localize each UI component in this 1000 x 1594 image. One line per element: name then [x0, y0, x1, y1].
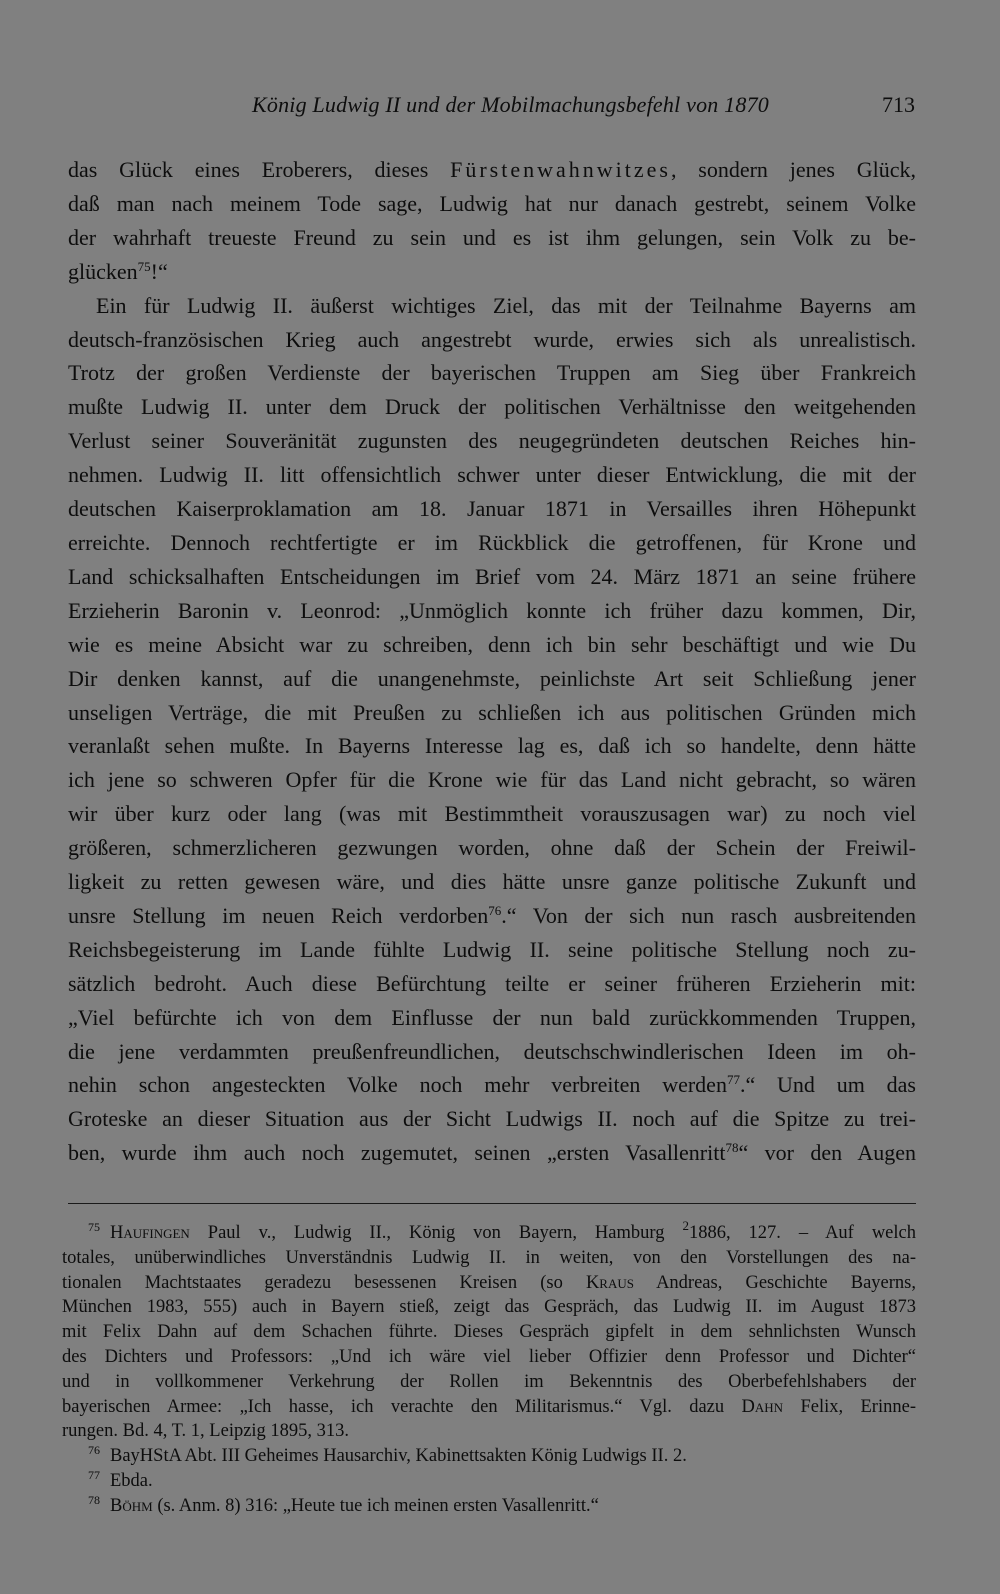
running-header — [0, 92, 1000, 126]
text-line: nehin schon angesteckten Volke noch mehr verbreiten werden$^{77}$.“ Und um das — [68, 1072, 916, 1098]
footnote-line: mit Felix Dahn auf dem Schachen führte. Dieses Gespräch gipfelt in dem sehnlichsten Wunsch — [62, 1322, 916, 1343]
text-line: Ein für Ludwig II. äußerst wichtiges Ziel, das mit der Teilnahme Bayerns am — [96, 292, 916, 318]
text-line: Reichsbegeisterung im Lande fühlte Ludwig II. seine politische Stellung noch zu- — [68, 936, 916, 962]
running-title: König Ludwig II und der Mobilmachungsbefehl von 1870 — [252, 92, 769, 117]
text-line: unsre Stellung im neuen Reich verdorben$^{76}$.“ Von der sich nun rasch ausbreitenden — [68, 902, 916, 928]
footnote-ref: 78 — [725, 1140, 739, 1156]
text-line: die jene verdammten preußenfreundlichen, deutschschwindlerischen Ideen im oh- — [68, 1038, 916, 1064]
text-line: ligkeit zu retten gewesen wäre, und dies hätte unsre ganze politische Zukunft und — [68, 869, 916, 895]
text-line: Land schicksalhaften Entscheidungen im Brief vom 24. März 1871 an seine frühere — [68, 563, 916, 589]
text-line: Trotz der großen Verdienste der bayerischen Truppen am Sieg über Frankreich — [68, 360, 916, 386]
text-line: Dir denken kannst, auf die unangenehmste, peinlichste Art seit Schließung jener — [68, 665, 916, 691]
text-line: wie es meine Absicht war zu schreiben, denn ich bin sehr beschäftigt und wie Du — [68, 631, 916, 657]
text-line: Erzieherin Baronin v. Leonrod: „Unmöglich konnte ich früher dazu kommen, Dir, — [68, 597, 916, 623]
spaced-emphasis: Fürstenwahnwitzes — [450, 157, 671, 182]
text-line: deutschen Kaiserproklamation am 18. Januar 1871 in Versailles ihren Höhepunkt — [68, 496, 916, 522]
text-line: glücken$^{75}$!“ — [68, 258, 168, 284]
body-text — [68, 153, 916, 1170]
footnote-line: 76 BayHStA Abt. III Geheimes Hausarchiv, Kabinettsakten König Ludwigs II. 2. — [88, 1443, 687, 1467]
footnote-ref: 77 — [726, 1072, 740, 1088]
text-line: Verlust seiner Souveränität zugunsten des neugegründeten deutschen Reiches hin- — [68, 428, 916, 454]
text-line: der wahrhaft treueste Freund zu sein und es ist ihm gelungen, sein Volk zu be- — [68, 224, 916, 250]
text-line: wir über kurz oder lang (was mit Bestimmtheit vorauszusagen war) zu noch viel — [68, 801, 916, 827]
footnote-line: München 1983, 555) auch in Bayern stieß, zeigt das Gespräch, das Ludwig II. im August 1873 — [62, 1297, 916, 1318]
text-line: ben, wurde ihm auch noch zugemutet, seinen „ersten Vasallenritt$^{78}$“ vor den Augen — [68, 1140, 916, 1166]
footnote-divider — [68, 1203, 916, 1204]
text-line: erreichte. Dennoch rechtfertigte er im Rückblick die getroffenen, für Krone und — [68, 529, 916, 555]
footnote-ref: 75 — [137, 258, 151, 274]
text-line: das Glück eines Eroberers, dieses Fürstenwahnwitzes, sondern jenes Glück, — [68, 157, 916, 182]
footnote-line: 78 Böhm (s. Anm. 8) 316: „Heute tue ich meinen ersten Vasallenritt.“ — [88, 1492, 599, 1516]
text-line: mußte Ludwig II. unter dem Druck der politischen Verhältnisse den weitgehenden — [68, 394, 916, 420]
footnote-line: tionalen Machtstaates geradezu besessenen Kreisen (so Kraus Andreas, Geschichte Bayerns, — [62, 1272, 916, 1293]
text-line: veranlaßt sehen mußte. In Bayerns Interesse lag es, daß ich so handelte, denn hätte — [68, 733, 916, 759]
footnote-line: des Dichters und Professors: „Und ich wäre viel lieber Offizier denn Professor und Dichter“ — [62, 1346, 916, 1367]
text-line: daß man nach meinem Tode sage, Ludwig hat nur danach gestrebt, seinem Volke — [68, 190, 916, 216]
footnote-line: bayerischen Armee: „Ich hasse, ich verachte den Militarismus.“ Vgl. dazu Dahn Felix, Erinne- — [62, 1396, 916, 1417]
text-line: größeren, schmerzlicheren gezwungen worden, ohne daß der Schein der Freiwil- — [68, 835, 916, 861]
text-line: sätzlich bedroht. Auch diese Befürchtung teilte er seiner früheren Erzieherin mit: — [68, 970, 916, 996]
footnote-line: totales, unüberwindliches Unverständnis Ludwig II. in weiten, von den Vorstellungen des na- — [62, 1247, 916, 1268]
text-line: nehmen. Ludwig II. litt offensichtlich schwer unter dieser Entwicklung, die mit der — [68, 462, 916, 488]
text-line: Groteske an dieser Situation aus der Sicht Ludwigs II. noch auf die Spitze zu trei- — [68, 1106, 916, 1132]
text-line: „Viel befürchte ich von dem Einflusse der nun bald zurückkommenden Truppen, — [68, 1004, 916, 1030]
footnotes — [62, 1218, 916, 1519]
footnote-line: und in vollkommener Verkehrung der Rollen im Bekenntnis des Oberbefehlshabers der — [62, 1371, 916, 1392]
text-line: ich jene so schweren Opfer für die Krone wie für das Land nicht gebracht, so wären — [68, 767, 916, 793]
text-line: deutsch-französischen Krieg auch angestrebt wurde, erwies sich als unrealistisch. — [68, 326, 916, 352]
text-line: unseligen Verträge, die mit Preußen zu schließen ich aus politischen Gründen mich — [68, 699, 916, 725]
footnote-line: 75 Haufingen Paul v., Ludwig II., König von Bayern, Hamburg $^2$1886, 127. – Auf welch — [88, 1218, 916, 1243]
page-number: 713 — [882, 92, 915, 117]
footnote-ref: 76 — [488, 902, 502, 918]
footnote-line: 77 Ebda. — [88, 1467, 153, 1491]
footnote-line: rungen. Bd. 4, T. 1, Leipzig 1895, 313. — [62, 1421, 350, 1442]
